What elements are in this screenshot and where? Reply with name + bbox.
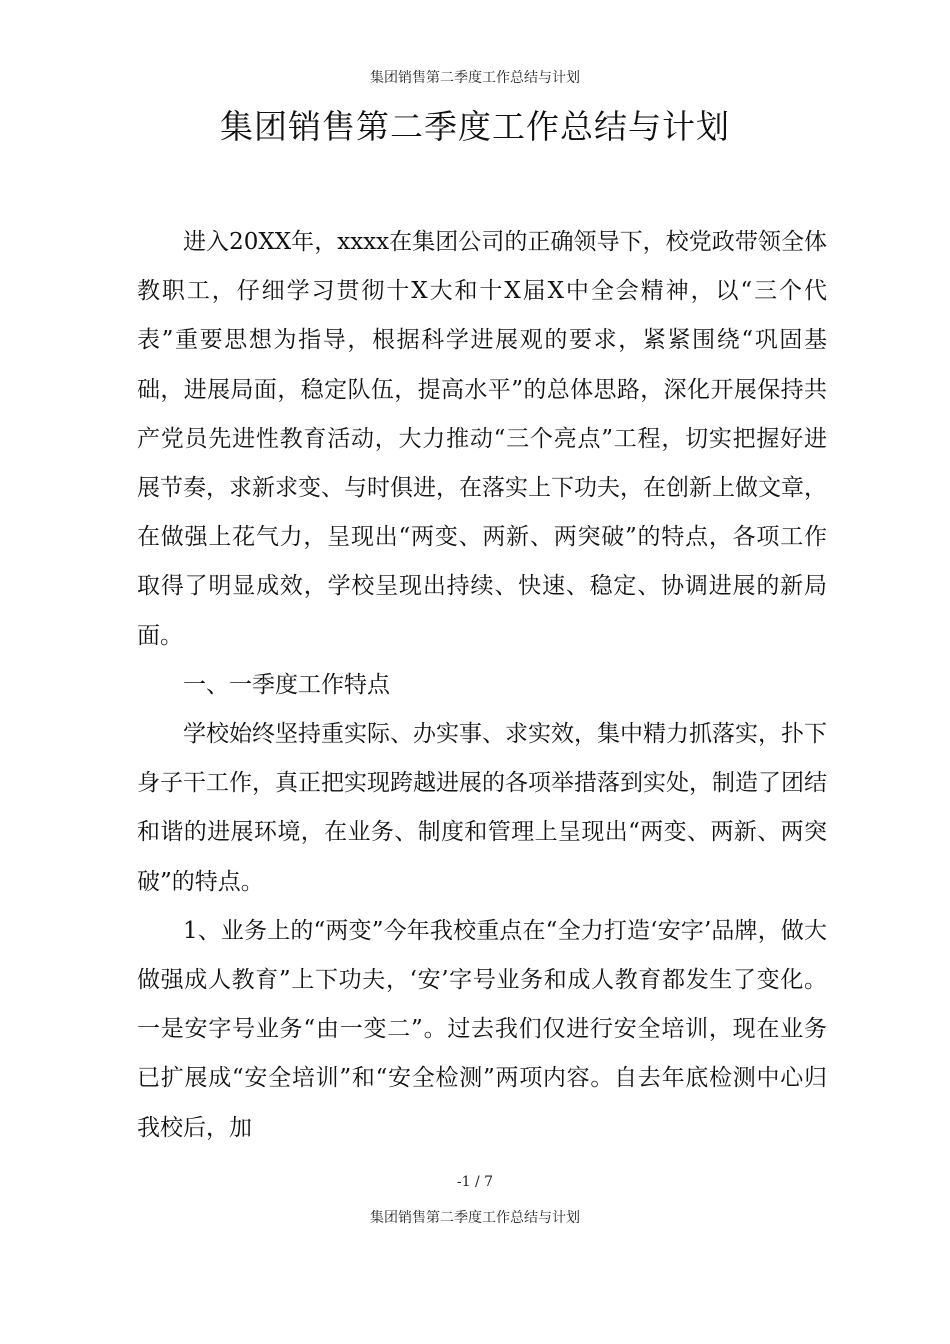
paragraph-item-1: 1、业务上的“两变”今年我校重点在“全力打造‘安字’品牌，做大做强成人教育”上下功夫，‘安’字号业务和成人教育都发生了变化。一是安字号业务“由一变二”。过去我们仅进行安全培训，现在业务已扩展成“安全培训”和“安全检测”两项内容。自去年底检测中心归我校后，加 xyxy=(137,917,827,1141)
page-number: -1 / 7 xyxy=(456,1174,494,1190)
paragraph-section-1: 学校始终坚持重实际、办实事、求实效，集中精力抓落实，扑下身子干工作，真正把实现跨越进展的各项举措落到实处，制造了团结和谐的进展环境，在业务、制度和管理上呈现出“两变、两新、两突破”的特点。 xyxy=(137,721,827,895)
document-body xyxy=(137,218,827,1153)
running-footer: 集团销售第二季度工作总结与计划 xyxy=(370,1210,580,1226)
paragraph-intro: 进入20XX年，xxxx在集团公司的正确领导下，校党政带领全体教职工，仔细学习贯彻十X大和十X届X中全会精神，以“三个代表”重要思想为指导，根据科学进展观的要求，紧紧围绕“巩固基础，进展局面，稳定队伍，提高水平”的总体思路，深化开展保持共产党员先进性教育活动，大力推动“三个亮点”工程，切实把握好进展节奏，求新求变、与时俱进，在落实上下功夫，在创新上做文章，在做强上花气力，呈现出“两变、两新、两突破”的特点，各项工作取得了明显成效，学校呈现出持续、快速、稳定、协调进展的新局面。 xyxy=(137,229,827,649)
running-header: 集团销售第二季度工作总结与计划 xyxy=(370,70,580,86)
section-heading-1: 一、一季度工作特点 xyxy=(183,671,390,698)
document-title: 集团销售第二季度工作总结与计划 xyxy=(220,107,730,146)
